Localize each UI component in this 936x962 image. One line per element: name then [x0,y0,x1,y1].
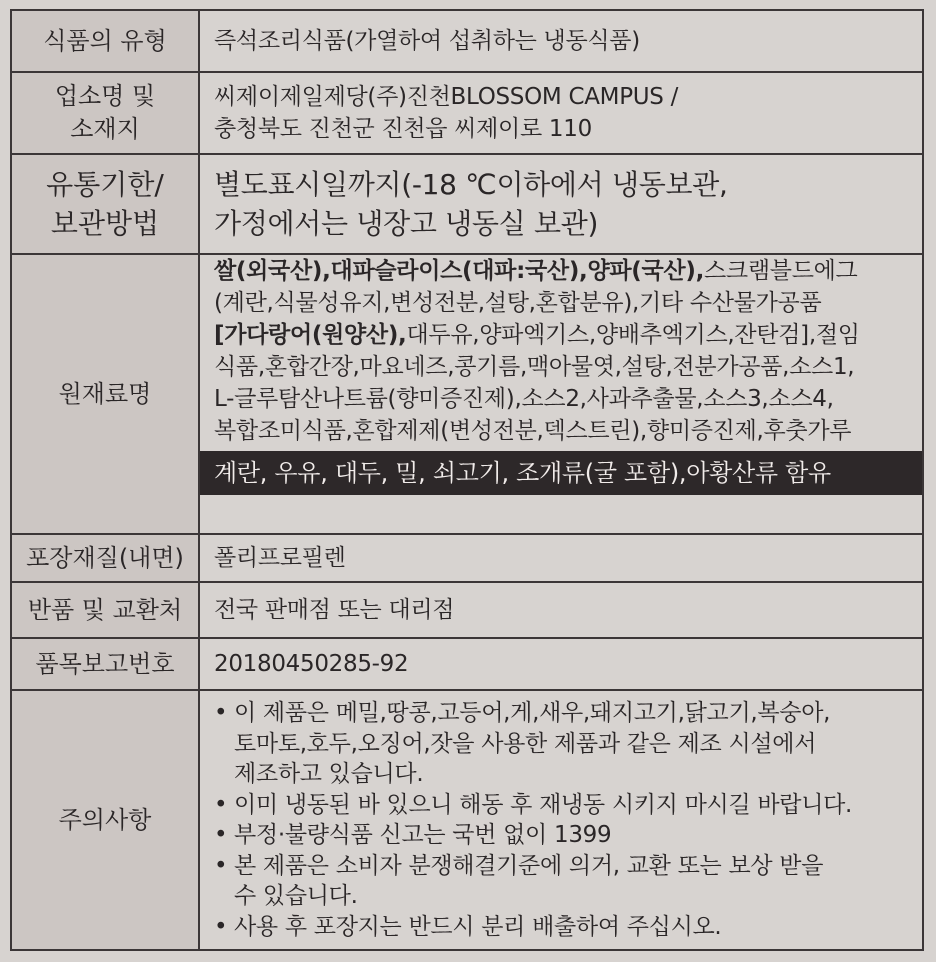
caution-4-line1 [214,851,914,882]
row-food-type [11,10,923,72]
manufacturer-label [11,72,199,154]
returns-value [199,582,923,638]
allergen-notice: 계란, 우유, 대두, 밀, 쇠고기, 조개류(굴 포함),아황산류 함유 [200,451,922,495]
row-ingredients [11,254,923,534]
cautions-value [199,690,923,950]
ingredients-line-1-rest: 스크램블드에그 [704,258,858,284]
expiry-label-line1: 유통기한/ [46,168,164,201]
caution-4-text1: 본 제품은 소비자 분쟁해결기준에 의거, 교환 또는 보상 받을 [234,852,824,879]
food-label-table [10,9,924,951]
ingredients-line-1-bold: 쌀(외국산),대파슬라이스(대파:국산),양파(국산), [214,258,705,284]
row-returns [11,582,923,638]
bullet-icon: • [214,791,228,818]
manufacturer-label-line2: 소재지 [70,115,140,143]
caution-1-line2: 토마토,호두,오징어,잣을 사용한 제품과 같은 제조 시설에서 [234,730,817,757]
row-report-number [11,638,923,690]
bullet-icon: • [214,700,228,726]
manufacturer-label-line1: 업소명 및 [54,82,156,110]
caution-2 [214,790,914,821]
caution-1-line1 [214,698,914,729]
caution-1-line3: 제조하고 있습니다. [234,761,424,787]
caution-2-text: 이미 냉동된 바 있으니 해동 후 재냉동 시키지 마시길 바랍니다. [234,791,853,818]
report-number-label: 품목보고번호 [11,638,199,690]
packaging-value [199,534,923,582]
ingredients-value [199,254,923,534]
caution-1-text1: 이 제품은 메밀,땅콩,고등어,게,새우,돼지고기,닭고기,복숭아, [234,700,831,726]
packaging-label: 포장재질(내면) [11,534,199,582]
ingredients-line-4: 식품,혼합간장,마요네즈,콩기름,맥아물엿,설탕,전분가공품,소스1, [214,354,855,380]
expiry-label-line2: 보관방법 [50,207,160,240]
expiry-text-line2: 가정에서는 냉장고 냉동실 보관) [214,207,599,240]
ingredients-line-3 [214,319,914,351]
caution-5 [214,912,914,943]
bullet-icon: • [214,852,228,879]
expiry-value [199,154,923,254]
caution-4-line2: 수 있습니다. [234,883,358,909]
returns-label: 반품 및 교환처 [11,582,199,638]
row-cautions [11,690,923,950]
manufacturer-name: 씨제이제일제당(주)진천BLOSSOM CAMPUS / [214,84,679,110]
bullet-icon: • [214,913,228,940]
food-type-label: 식품의 유형 [11,10,199,72]
row-packaging [11,534,923,582]
cautions-label: 주의사항 [11,690,199,950]
manufacturer-address: 충청북도 진천군 진천읍 씨제이로 110 [214,116,592,142]
expiry-text-line1: 별도표시일까지(-18 ℃이하에서 냉동보관, [214,168,728,201]
report-number-text: 20180450285-92 [214,651,409,677]
food-type-text: 즉석조리식품(가열하여 섭취하는 냉동식품) [214,28,640,54]
row-expiry [11,154,923,254]
ingredients-line-2: (계란,식물성유지,변성전분,설탕,혼합분유),기타 수산물가공품 [214,290,822,316]
food-type-value [199,10,923,72]
returns-text: 전국 판매점 또는 대리점 [214,597,455,623]
expiry-label [11,154,199,254]
ingredients-label: 원재료명 [11,254,199,534]
ingredients-line-6: 복합조미식품,혼합제제(변성전분,덱스트린),향미증진제,후춧가루 [214,418,852,444]
report-number-value [199,638,923,690]
ingredients-line-5: L-글루탐산나트륨(향미증진제),소스2,사과추출물,소스3,소스4, [214,386,834,412]
row-manufacturer [11,72,923,154]
ingredients-line-3-rest: 대두유,양파엑기스,양배추엑기스,잔탄검],절임 [406,322,860,348]
ingredients-line-3-bold: [가다랑어(원양산), [214,322,407,348]
caution-3 [214,820,914,851]
packaging-text: 폴리프로필렌 [214,545,346,571]
bullet-icon: • [214,822,228,848]
caution-5-text: 사용 후 포장지는 반드시 분리 배출하여 주십시오. [234,913,722,940]
manufacturer-value [199,72,923,154]
caution-3-text: 부정·불량식품 신고는 국번 없이 1399 [234,822,612,848]
ingredients-line-1 [214,255,914,287]
